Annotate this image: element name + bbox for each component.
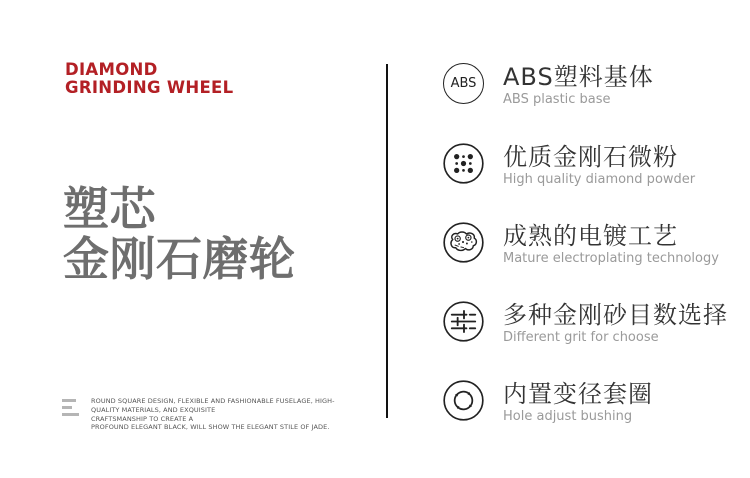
footnote [62,397,353,432]
footnote-line: ROUND SQUARE DESIGN, FLEXIBLE AND FASHIONABLE FUSELAGE, HIGH-QUALITY MATERIALS, AND EXQUISITE [91,397,335,414]
footnote-text [91,397,353,432]
page-title-line2: 金刚石磨轮 [63,232,296,286]
feature-title: 多种金刚砂目数选择 [503,301,728,329]
feature-title: 成熟的电镀工艺 [503,222,678,250]
page-title [63,184,296,284]
feature-subtitle: High quality diamond powder [503,172,696,187]
decoration-bar [62,406,72,409]
feature-title: 内置变径套圈 [503,380,653,408]
page-title-line1: 塑芯 [63,182,156,236]
feature-item-abs-base [443,63,654,107]
electroplating-sponge-icon [443,222,484,263]
decoration-bar [62,413,79,416]
grit-sliders-icon [443,301,484,342]
list-decoration-bars [62,399,79,420]
feature-title: ABS塑料基体 [503,63,654,91]
feature-item-grit-choice [443,301,728,345]
abs-badge-icon [443,63,484,104]
footnote-line: PROFOUND ELEGANT BLACK, WILL SHOW THE ELEGANT STILE OF JADE. [91,423,330,432]
vertical-divider [386,64,388,418]
feature-subtitle: Different grit for choose [503,330,659,345]
brand-title-line2: GRINDING WHEEL [65,78,234,97]
diamond-powder-dots-icon [443,143,484,184]
feature-subtitle: ABS plastic base [503,92,611,107]
decoration-bar [62,399,76,402]
feature-item-diamond-powder [443,143,695,187]
brand-title [65,61,233,97]
feature-subtitle: Hole adjust bushing [503,409,633,424]
feature-title: 优质金刚石微粉 [503,143,678,171]
rotate-arrows-icon [443,380,484,421]
feature-item-electroplating [443,222,719,266]
footnote-line: CRAFTSMANSHIP TO CREATE A [91,414,194,423]
brand-title-line1: DIAMOND [65,60,158,79]
feature-subtitle: Mature electroplating technology [503,251,719,266]
abs-badge-label: ABS [450,76,477,91]
feature-item-adjust-bushing [443,380,653,424]
